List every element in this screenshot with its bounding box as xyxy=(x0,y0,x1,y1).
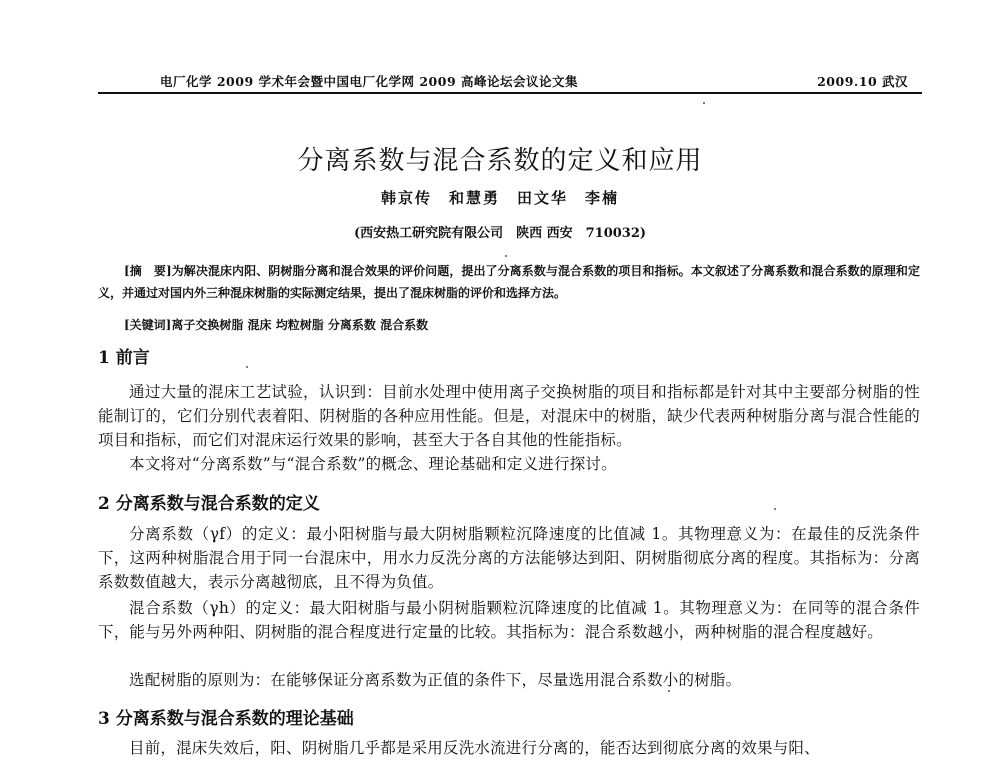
paragraph: 通过大量的混床工艺试验，认识到：目前水处理中使用离子交换树脂的项目和指标都是针对其中主要部分树脂的性能制订的，它们分别代表着阳、阴树脂的各种应用性能。但是，对混床中的树脂，缺少代表两种树脂分离与混合性能的项目和指标，而它们对混床运行效果的影响，甚至大于各自其他的性能指标。 xyxy=(98,383,920,449)
section-heading: 1 前言 xyxy=(98,348,150,368)
section-heading: 3 分离系数与混合系数的理论基础 xyxy=(98,709,354,729)
keywords: [关键词]离子交换树脂 混床 均粒树脂 分离系数 混合系数 xyxy=(124,318,429,332)
header-proceedings-title: 电厂化学 2009 学术年会暨中国电厂化学网 2009 高峰论坛会议论文集 xyxy=(160,74,578,89)
section-heading: 2 分离系数与混合系数的定义 xyxy=(98,494,320,514)
scan-speck xyxy=(668,690,670,692)
paragraph: 目前，混床失效后，阳、阴树脂几乎都是采用反洗水流进行分离的，能否达到彻底分离的效果与阳、 xyxy=(129,739,820,757)
header-rule xyxy=(98,92,922,94)
scan-speck xyxy=(774,508,776,510)
paper-title: 分离系数与混合系数的定义和应用 xyxy=(297,146,703,176)
scan-speck xyxy=(246,366,248,368)
paragraph: 混合系数（γh）的定义：最大阳树脂与最小阴树脂颗粒沉降速度的比值减 1。其物理意义为：在同等的混合条件下，能与另外两种阳、阴树脂的混合程度进行定量的比较。其指标为：混合系数越小，两种树脂的混合程度越好。 xyxy=(98,599,920,641)
header-date-location: 2009.10 武汉 xyxy=(817,74,908,89)
paper-affiliation: (西安热工研究院有限公司 陕西 西安 710032) xyxy=(353,226,647,241)
paragraph: 分离系数（γf）的定义：最小阳树脂与最大阴树脂颗粒沉降速度的比值减 1。其物理意义为：在最佳的反洗条件下，这两种树脂混合用于同一台混床中，用水力反洗分离的方法能够达到阳、阴树脂彻底分离的程度。其指标为：分离系数数值越大，表示分离越彻底，且不得为负值。 xyxy=(98,525,920,591)
paper-authors: 韩京传 和慧勇 田文华 李楠 xyxy=(380,189,619,207)
abstract: [摘 要]为解决混床内阳、阴树脂分离和混合效果的评价问题，提出了分离系数与混合系数的项目和指标。本文叙述了分离系数和混合系数的原理和定义，并通过对国内外三种混床树脂的实际测定结果，提出了混床树脂的评价和选择方法。 xyxy=(98,264,920,300)
paragraph: 选配树脂的原则为：在能够保证分离系数为正值的条件下，尽量选用混合系数小的树脂。 xyxy=(129,671,742,689)
scan-speck xyxy=(505,255,507,257)
scan-speck xyxy=(703,102,705,104)
paragraph: 本文将对“分离系数”与“混合系数”的概念、理论基础和定义进行探讨。 xyxy=(129,455,617,473)
